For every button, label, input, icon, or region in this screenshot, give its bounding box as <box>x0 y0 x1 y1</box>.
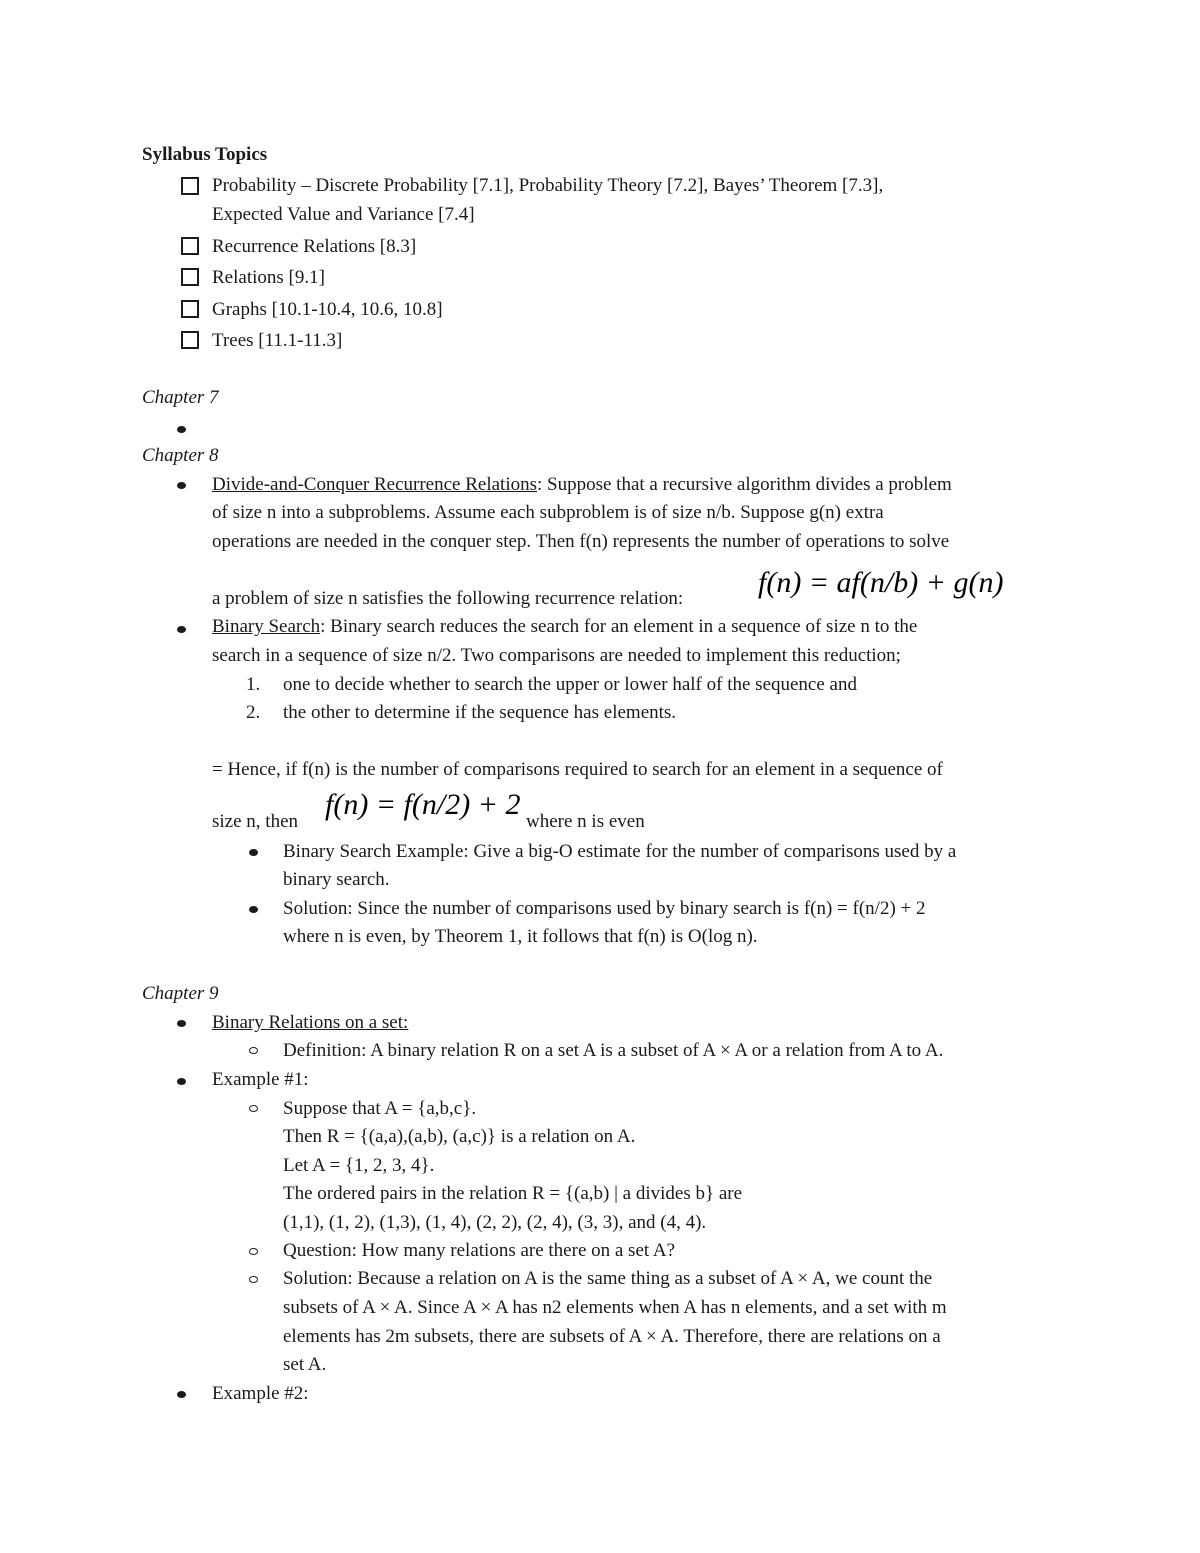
checkbox-icon[interactable] <box>181 300 199 318</box>
chapter-9-heading: Chapter 9 <box>142 983 219 1004</box>
dc-paragraph-line: a problem of size n satisfies the following recurrence relation: <box>212 588 684 609</box>
solution-line: subsets of A × A. Since A × A has n2 elements when A has n elements, and a set with m <box>283 1297 947 1318</box>
chapter-8-heading: Chapter 8 <box>142 445 219 466</box>
syllabus-title: Syllabus Topics <box>142 144 268 165</box>
bullet-icon <box>177 1078 186 1085</box>
circle-bullet-icon <box>249 1105 258 1112</box>
bullet-icon <box>177 426 186 433</box>
syllabus-item: Trees [11.1-11.3] <box>212 330 343 351</box>
syllabus-item: Graphs [10.1-10.4, 10.6, 10.8] <box>212 299 443 320</box>
definition-line: Definition: A binary relation R on a set A is a subset of A × A or a relation from A to A. <box>283 1040 944 1061</box>
chapter-7-heading: Chapter 7 <box>142 387 219 408</box>
binary-search-formula: f(n) = f(n/2) + 2 <box>325 788 521 821</box>
sub-bullet-line: Solution: Since the number of comparisons used by binary search is f(n) = f(n/2) + 2 <box>283 898 926 919</box>
solution-line: elements has 2m subsets, there are subsets of A × A. Therefore, there are relations on a <box>283 1326 941 1347</box>
bullet-icon <box>177 1020 186 1027</box>
dc-paragraph-line: of size n into a subproblems. Assume each subproblem is of size n/b. Suppose g(n) extra <box>212 502 884 523</box>
bs-step: the other to determine if the sequence has elements. <box>283 702 677 723</box>
syllabus-item-cont: Expected Value and Variance [7.4] <box>212 204 475 225</box>
bs-paragraph-line <box>212 614 917 640</box>
example-1-label: Example #1: <box>212 1069 309 1090</box>
bs-text: : Binary search reduces the search for an element in a sequence of size n to the <box>320 616 918 637</box>
dc-text: : Suppose that a recursive algorithm divides a problem <box>537 474 952 495</box>
dc-paragraph-line: operations are needed in the conquer step. Then f(n) represents the number of operations to solve <box>212 531 950 552</box>
syllabus-item: Probability – Discrete Probability [7.1], Probability Theory [7.2], Bayes’ Theorem [7.3], <box>212 175 884 196</box>
checkbox-icon[interactable] <box>181 331 199 349</box>
list-number: 2. <box>246 702 261 723</box>
checkbox-icon[interactable] <box>181 177 199 195</box>
dc-term: Divide-and-Conquer Recurrence Relations <box>212 474 537 495</box>
solution-line: set A. <box>283 1354 327 1375</box>
list-number: 1. <box>246 674 261 695</box>
syllabus-item: Recurrence Relations [8.3] <box>212 236 417 257</box>
bullet-icon <box>249 906 258 913</box>
circle-bullet-icon <box>249 1248 258 1255</box>
example-1-line: (1,1), (1, 2), (1,3), (1, 4), (2, 2), (2, 4), (3, 3), and (4, 4). <box>283 1212 707 1233</box>
sub-bullet-line: Binary Search Example: Give a big-O estimate for the number of comparisons used by a <box>283 841 957 862</box>
syllabus-item: Relations [9.1] <box>212 267 325 288</box>
question-line: Question: How many relations are there on a set A? <box>283 1240 676 1261</box>
bs-paragraph-line: search in a sequence of size n/2. Two comparisons are needed to implement this reduction; <box>212 645 901 666</box>
example-1-line: Suppose that A = {a,b,c}. <box>283 1098 477 1119</box>
example-1-line: Then R = {(a,a),(a,b), (a,c)} is a relation on A. <box>283 1126 636 1147</box>
bullet-icon <box>249 849 258 856</box>
bullet-icon <box>177 626 186 633</box>
size-prefix: size n, then <box>212 811 299 832</box>
binary-relations-term: Binary Relations on a set: <box>212 1012 409 1033</box>
bullet-icon <box>177 482 186 489</box>
recurrence-formula: f(n) = af(n/b) + g(n) <box>758 566 1004 599</box>
solution-line: Solution: Because a relation on A is the same thing as a subset of A × A, we count the <box>283 1268 933 1289</box>
checkbox-icon[interactable] <box>181 237 199 255</box>
circle-bullet-icon <box>249 1276 258 1283</box>
example-1-line: Let A = {1, 2, 3, 4}. <box>283 1155 435 1176</box>
bs-term: Binary Search <box>212 616 321 637</box>
where-even-text: where n is even <box>526 811 645 832</box>
hence-line: = Hence, if f(n) is the number of comparisons required to search for an element in a sequence of <box>212 759 943 780</box>
example-1-line: The ordered pairs in the relation R = {(a,b) | a divides b} are <box>283 1183 743 1204</box>
dc-paragraph-line <box>212 472 952 498</box>
checkbox-icon[interactable] <box>181 268 199 286</box>
sub-bullet-line: binary search. <box>283 869 390 890</box>
example-2-label: Example #2: <box>212 1383 309 1404</box>
bs-step: one to decide whether to search the upper or lower half of the sequence and <box>283 674 857 695</box>
sub-bullet-line: where n is even, by Theorem 1, it follows that f(n) is O(log n). <box>283 926 758 947</box>
circle-bullet-icon <box>249 1047 258 1054</box>
bullet-icon <box>177 1391 186 1398</box>
